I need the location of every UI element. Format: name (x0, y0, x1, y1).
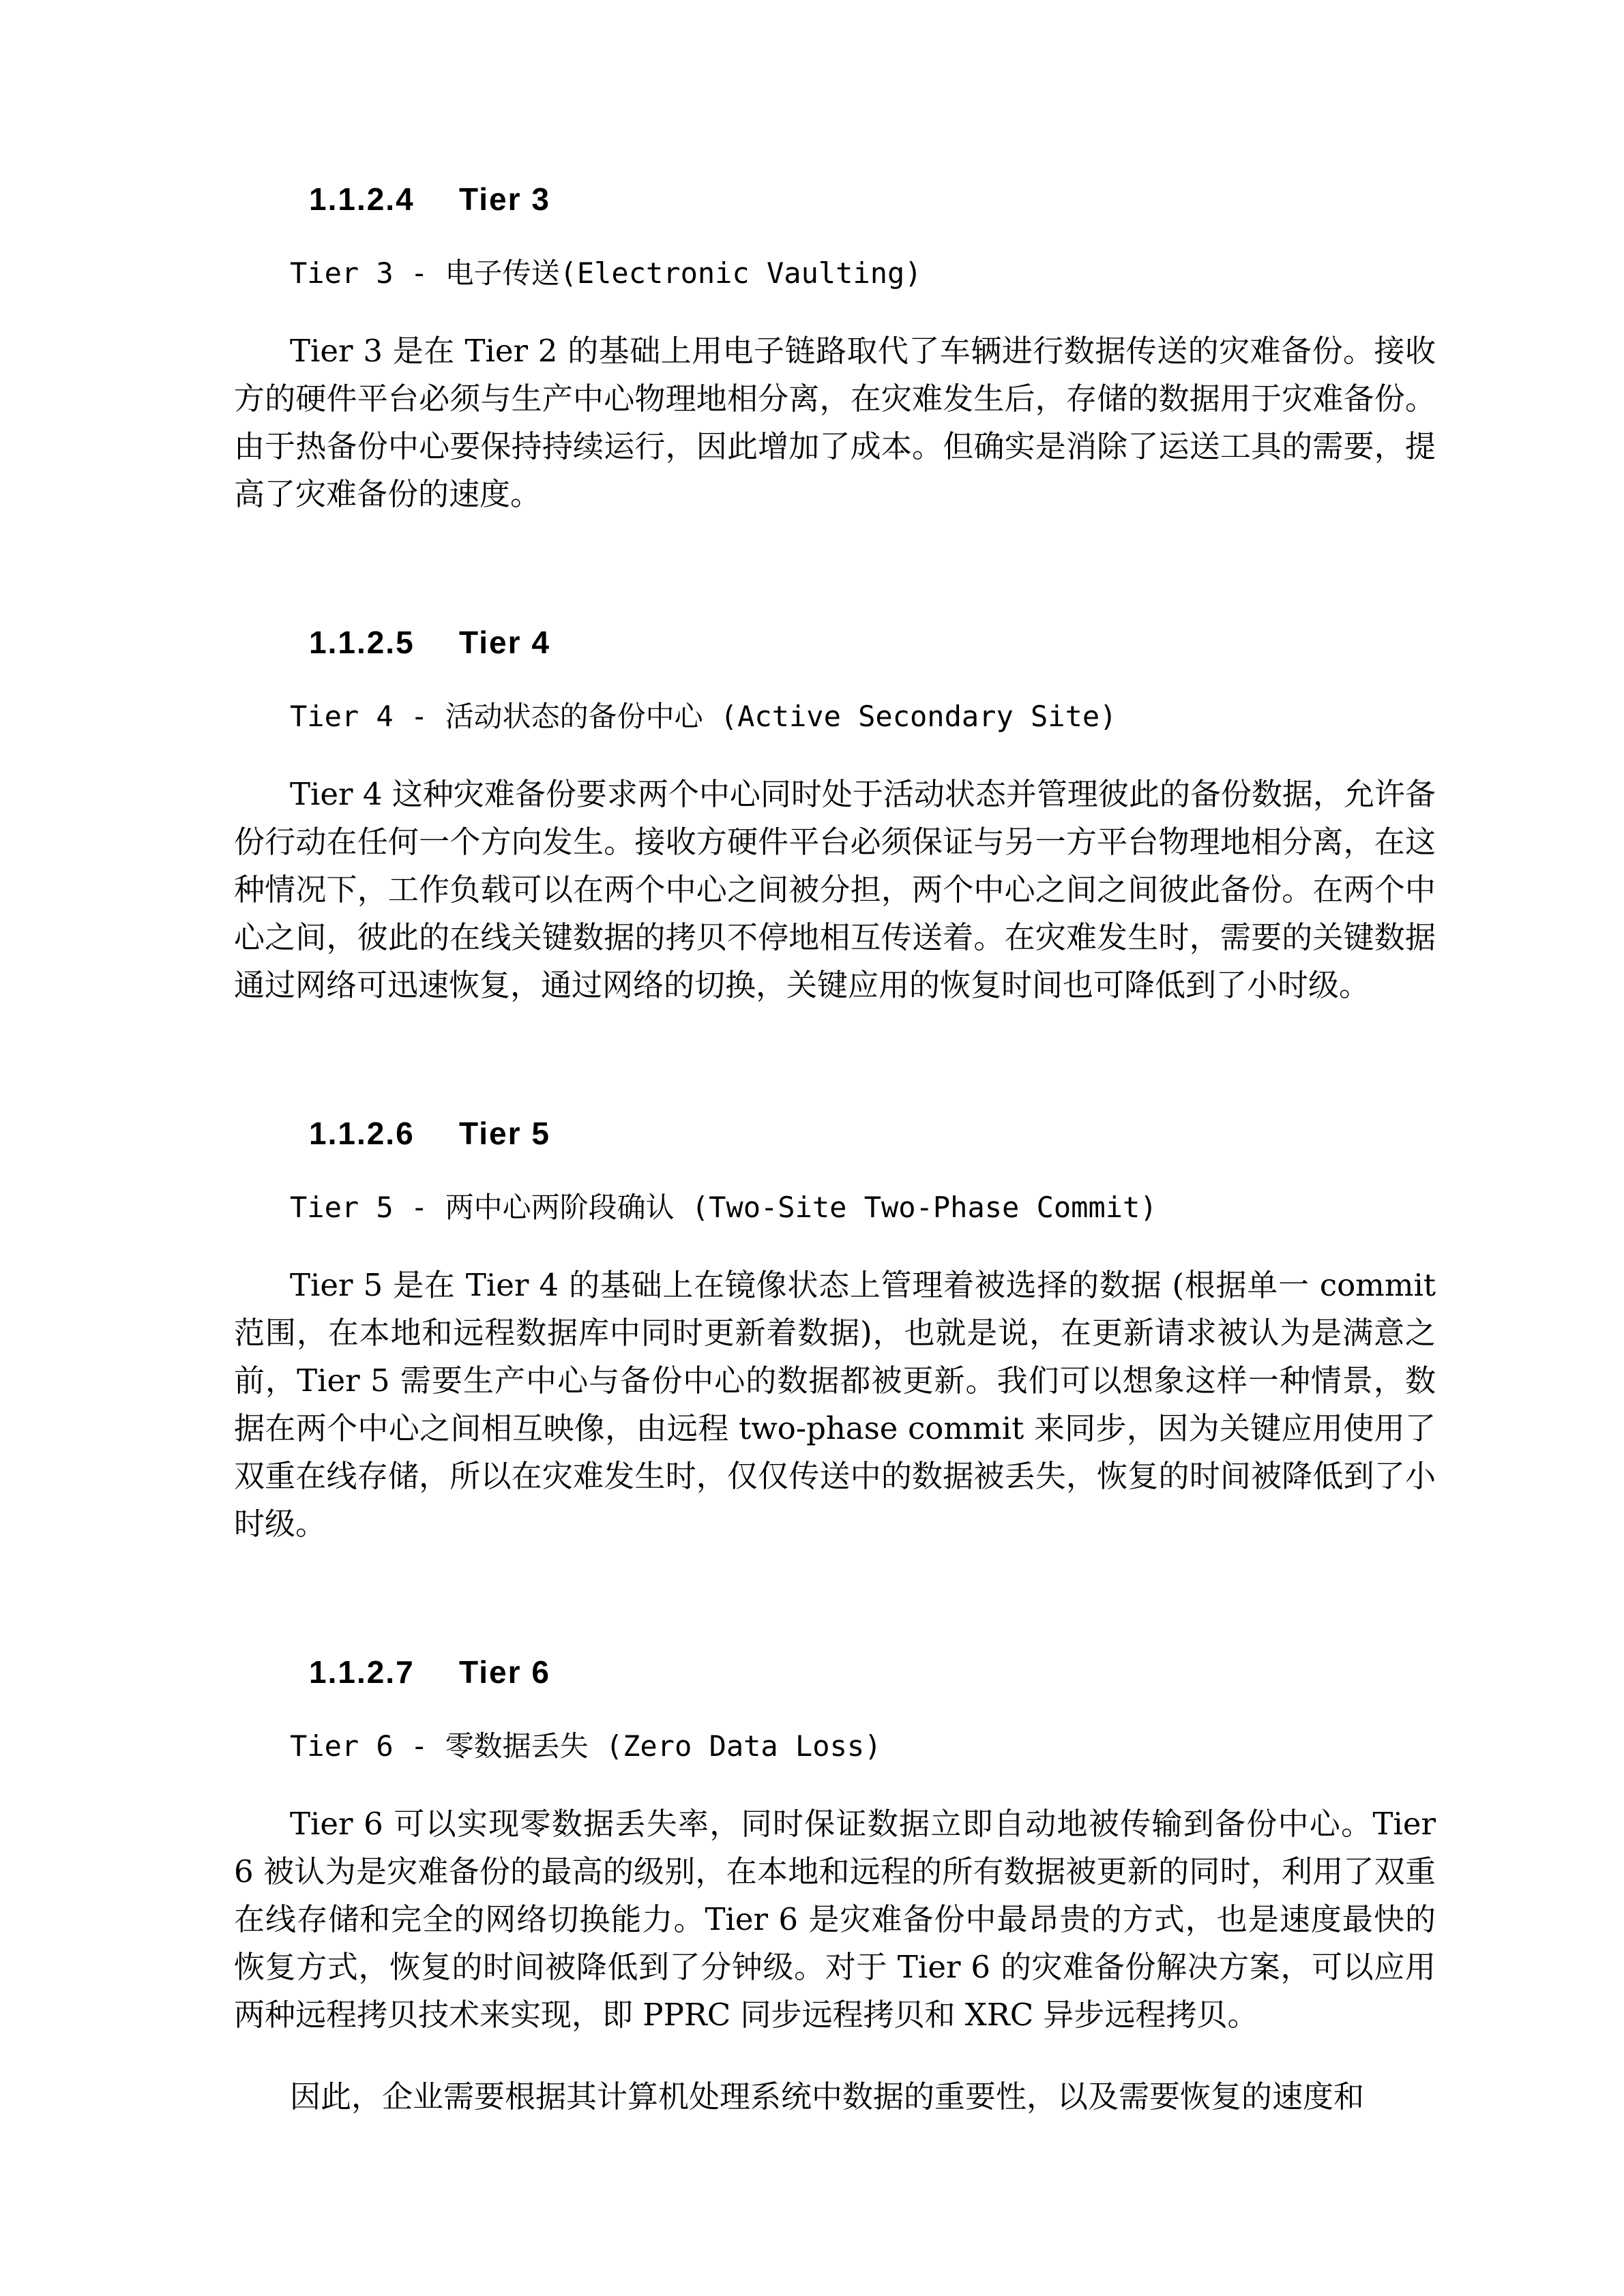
section-tier-3 (234, 179, 1436, 518)
section-title: Tier 6 (459, 1654, 550, 1690)
section-number: 1.1.2.4 (309, 181, 415, 217)
section-heading (309, 622, 1436, 663)
section-subtitle: Tier 4 - 活动状态的备份中心 (Active Secondary Site) (290, 700, 1117, 733)
section-title: Tier 5 (459, 1116, 550, 1151)
section-paragraph: Tier 3 是在 Tier 2 的基础上用电子链路取代了车辆进行数据传送的灾难备份。接收方的硬件平台必须与生产中心物理地相分离，在灾难发生后，存储的数据用于灾难备份。由于热备份中心要保持持续运行，因此增加了成本。但确实是消除了运送工具的需要，提高了灾难备份的速度。 (234, 333, 1436, 512)
section-subtitle: Tier 3 - 电子传送(Electronic Vaulting) (290, 256, 922, 290)
section-heading (309, 1652, 1436, 1693)
section-title: Tier 4 (459, 625, 550, 660)
section-tier-4 (234, 622, 1436, 1009)
closing-paragraph: 因此，企业需要根据其计算机处理系统中数据的重要性，以及需要恢复的速度和 (290, 2078, 1365, 2115)
section-number: 1.1.2.7 (309, 1654, 415, 1690)
section-paragraph: Tier 5 是在 Tier 4 的基础上在镜像状态上管理着被选择的数据 (根据单一 commit 范围，在本地和远程数据库中同时更新着数据)，也就是说，在更新请求被认为是满意之前，Tier 5 需要生产中心与备份中心的数据都被更新。我们可以想象这样一种情景，数据在两个中心之间相互映像，由远程 two-phase commit 来同步，因为关键应用使用了双重在线存储，所以在灾难发生时，仅仅传送中的数据被丢失，恢复的时间被降低到了小时级。 (234, 1267, 1436, 1542)
section-title: Tier 3 (459, 181, 550, 217)
section-heading (309, 1113, 1436, 1154)
section-tier-5 (234, 1113, 1436, 1548)
section-heading (309, 179, 1436, 220)
section-subtitle: Tier 5 - 两中心两阶段确认 (Two-Site Two-Phase Commit) (290, 1191, 1157, 1224)
section-number: 1.1.2.6 (309, 1116, 415, 1151)
section-paragraph: Tier 6 可以实现零数据丢失率，同时保证数据立即自动地被传输到备份中心。Tier 6 被认为是灾难备份的最高的级别，在本地和远程的所有数据被更新的同时，利用了双重在线存储和完全的网络切换能力。Tier 6 是灾难备份中最昂贵的方式，也是速度最快的恢复方式，恢复的时间被降低到了分钟级。对于 Tier 6 的灾难备份解决方案，可以应用两种远程拷贝技术来实现，即 PPRC 同步远程拷贝和 XRC 异步远程拷贝。 (234, 1806, 1436, 2033)
document-body (234, 179, 1436, 2121)
section-subtitle: Tier 6 - 零数据丢失 (Zero Data Loss) (290, 1729, 882, 1763)
section-number: 1.1.2.5 (309, 625, 415, 660)
section-paragraph: Tier 4 这种灾难备份要求两个中心同时处于活动状态并管理彼此的备份数据，允许备份行动在任何一个方向发生。接收方硬件平台必须保证与另一方平台物理地相分离，在这种情况下，工作负载可以在两个中心之间被分担，两个中心之间之间彼此备份。在两个中心之间，彼此的在线关键数据的拷贝不停地相互传送着。在灾难发生时，需要的关键数据通过网络可迅速恢复，通过网络的切换，关键应用的恢复时间也可降低到了小时级。 (234, 776, 1436, 1003)
section-tier-6 (234, 1652, 1436, 2121)
